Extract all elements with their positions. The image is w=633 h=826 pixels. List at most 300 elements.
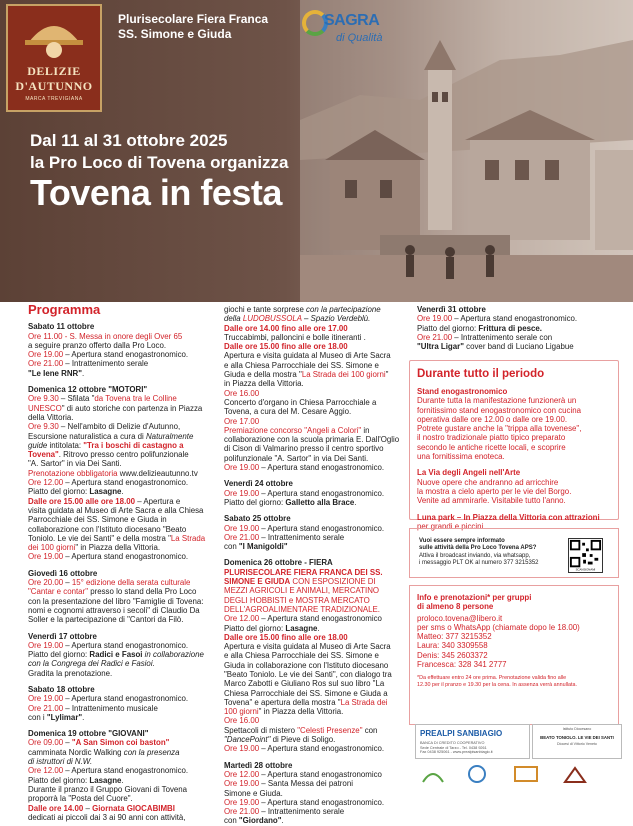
program-text: Durante il pranzo il Gruppo Giovani di Tovena (28, 784, 188, 794)
program-text: La Strada dei 100 giorni (301, 370, 386, 380)
program-text: con (224, 816, 239, 826)
program-text: Ore 12.00 (28, 766, 64, 776)
program-line (28, 578, 213, 587)
broadcast-line: Attiva il broadcast inviando, via whatsapp, (419, 552, 531, 559)
program-text: PLURISECOLARE FIERA FRANCA DEI SS. (224, 567, 383, 577)
logo-line2: D'AUTUNNO (15, 79, 93, 93)
info-note: 12.30 per il pranzo e 19.30 per la cena. In assenza verrà annullata. (417, 681, 578, 688)
program-text: Toniolo. Le vie dei Santi" e della mostra " (28, 533, 171, 543)
program-line (224, 651, 409, 660)
program-text: Lasagne (285, 623, 318, 633)
program-text: Dalle ore 15.00 fino alle ore 18.00 (224, 632, 348, 642)
program-text: . (82, 712, 85, 722)
program-text: – Apertura stand enogastronomico. (63, 478, 189, 488)
program-text: – Apertura stand enogastronomico. (63, 694, 189, 704)
program-line (224, 689, 409, 698)
program-text: La Strada dei (340, 697, 388, 707)
program-text: della (224, 314, 243, 324)
program-text: Piatto del giorno: (28, 487, 90, 497)
round-logo-icon (469, 766, 485, 782)
program-text: Tovena, a cura del M. Cesare Aggio. (224, 407, 352, 417)
day-heading: Giovedì 16 ottobre (28, 568, 98, 578)
program-text: Prenotazione obbligatoria (28, 468, 118, 478)
program-text: – Spazio Verdeblù. (301, 314, 371, 324)
day-heading: Venerdì 17 ottobre (28, 631, 97, 641)
program-line (224, 568, 409, 577)
program-text: . (81, 368, 85, 378)
program-line (224, 542, 409, 551)
program-line (28, 738, 213, 747)
program-line (28, 669, 213, 678)
organizer-line: la Pro Loco di Tovena organizza (30, 153, 289, 172)
program-line (224, 407, 409, 416)
program-text: cover band di Luciano Ligabue (463, 342, 574, 352)
program-text: – Apertura stand enogastronomico (259, 614, 382, 624)
period-text: Potrete gustare anche la "trippa alla tovenese", (417, 424, 582, 434)
program-text: DELL'AGROALIMENTARE TRADIZIONALE. (224, 604, 380, 614)
program-text: Truccabimbi, palloncini e bolle itineranti . (224, 332, 366, 342)
program-text: . (121, 775, 124, 785)
hat-mascot-icon (19, 12, 89, 60)
program-text: collaborazione con l'Istituto diocesano "Beato (28, 524, 187, 534)
program-line (224, 435, 409, 444)
program-text: Ore 19.00 (224, 523, 260, 533)
period-text: secondo le antiche ricette locali, e scoprire (417, 442, 566, 452)
broadcast-line: i messaggio PLT OK al numero 377 3215352 (419, 560, 539, 567)
program-text: Ore 19.00 (28, 552, 64, 562)
fair-title-line1: Plurisecolare Fiera Franca (118, 12, 269, 26)
program-text: – (63, 578, 72, 588)
program-text: collaborazione con la scuola primaria E. Dall'Oglio (224, 435, 400, 445)
program-text: – Apertura stand enogastronomico. (259, 463, 385, 473)
program-line (224, 726, 409, 735)
program-text: con i (28, 712, 47, 722)
program-text: in Piazza della Vittoria. (224, 379, 304, 389)
program-text: Ore 19.00 (417, 314, 453, 324)
program-line (224, 324, 409, 333)
day-heading: Domenica 12 ottobre "MOTORI" (28, 385, 148, 395)
program-text: a seguire pranzo offerto dalla Pro Loco. (28, 340, 167, 350)
program-text: Ore 20.00 (28, 578, 64, 588)
program-text: Piatto del giorno: (28, 775, 90, 785)
program-text: Ore 19.00 (224, 744, 260, 754)
program-text: Ore 19.00 (28, 694, 64, 704)
program-column-1 (28, 302, 213, 822)
day-heading: Venerdì 24 ottobre (224, 479, 293, 489)
program-text: Giuda in collaborazione con l'Istituto diocesano (224, 660, 389, 670)
program-text: Giornata GIOCABIMBI (92, 803, 175, 813)
period-text: operativa dalle ore 12.00 o dalle ore 19.00. (417, 414, 568, 424)
program-line (28, 704, 213, 713)
program-line (28, 350, 213, 359)
program-text: Ore 21.00 (224, 532, 260, 542)
program-text: Ore 19.00 (28, 350, 64, 360)
period-text: Venite ad ammirarle. Visitabile tutto l'anno. (417, 496, 566, 506)
sagra-subtitle: di Qualità (336, 32, 383, 44)
program-text: Ore 19.00 (224, 797, 260, 807)
program-line (224, 586, 409, 595)
program-text: Spettacoli di mistero (224, 725, 298, 735)
program-line (28, 606, 213, 615)
program-line (417, 324, 607, 333)
program-text: Dalle ore 14.00 (28, 803, 84, 813)
program-text: di istruttori di N.W. (28, 757, 93, 767)
program-line (28, 487, 213, 496)
program-text: Lasagne (89, 487, 122, 497)
day-heading: Sabato 25 ottobre (224, 514, 291, 524)
program-line (28, 804, 213, 813)
program-line (224, 670, 409, 679)
period-text: il nostro tradizionale piatto tipico preparato (417, 433, 566, 443)
program-line (224, 798, 409, 807)
program-text: con la Congrega dei Radici e Fasioi. (28, 659, 155, 669)
sponsor-prealpi-name: PREALPI SANBIAGIO (420, 729, 503, 738)
program-line (224, 524, 409, 533)
qr-code-icon[interactable] (568, 538, 603, 573)
program-line (28, 432, 213, 441)
program-text: "Celesti Presenze" (297, 725, 363, 735)
sponsor-toniolo-top: Istituto Diocesano (562, 727, 592, 731)
partner-logos (415, 762, 620, 788)
program-line (28, 441, 213, 450)
broadcast-line: sulle attività della Pro Loco Tovena APS? (419, 545, 537, 552)
program-line (28, 813, 213, 822)
program-text: visita guidata al Museo di Arte Sacra e alla Chiesa (28, 505, 204, 515)
info-line[interactable]: Denis: 345 2603372 (417, 650, 488, 660)
program-text: La Strada (170, 533, 206, 543)
program-line (28, 497, 213, 506)
program-line (28, 422, 213, 431)
info-line[interactable]: proloco.tovena@libero.it (417, 613, 503, 623)
program-line (224, 444, 409, 453)
program-line (224, 614, 409, 623)
program-line (28, 694, 213, 703)
program-line (28, 552, 213, 561)
program-text: – Apertura stand enogastronomico (259, 769, 382, 779)
program-text: camminata Nordic Walking (28, 747, 124, 757)
program-text: UNESCO (28, 403, 62, 413)
program-text: – Santa Messa dei patroni (259, 779, 353, 789)
program-text: dedicati ai piccoli dai 3 ai 90 anni con attività, (28, 812, 186, 822)
logo-line1: DELIZIE (27, 64, 81, 78)
program-text: Ore 09.00 (28, 738, 64, 748)
program-text: con (362, 725, 378, 735)
program-line (28, 766, 213, 775)
program-text: . (281, 816, 284, 826)
program-line (224, 770, 409, 779)
program-line (224, 417, 409, 426)
day-heading: Sabato 18 ottobre (28, 684, 95, 694)
period-subheading: Stand enogastronomico (417, 387, 508, 396)
program-text: Concerto d'organo in Chiesa Parrocchiale a (224, 397, 377, 407)
program-line (224, 789, 409, 798)
program-text: Parrocchiale dei SS. Simone e Giuda in (28, 515, 167, 525)
program-text: Premiazione concorso "Angeli a Colori" (224, 425, 362, 435)
program-line (224, 744, 409, 753)
program-text: – Apertura stand enogastronomico. (259, 488, 385, 498)
program-text: Dalle ore 14.00 fino alle ore 17.00 (224, 323, 348, 333)
program-text: – Apertura stand enogastronomico. (259, 797, 385, 807)
program-line (224, 735, 409, 744)
program-text: dei 100 giorni (28, 543, 76, 553)
info-line[interactable]: Francesca: 328 341 2777 (417, 660, 507, 670)
program-text: – Apertura stand enogastronomico. (63, 350, 189, 360)
program-line (417, 333, 607, 342)
program-line (224, 342, 409, 351)
info-line[interactable]: Laura: 340 3309558 (417, 641, 488, 651)
program-text: Dalle ore 15.00 alle ore 18.00 (28, 496, 136, 506)
sponsor-toniolo-name: BEATO TONIOLO. LE VIE DEI SANTI (540, 735, 614, 740)
program-text: polifunzionale "A. Sartor" in via Dei Santi. (224, 453, 369, 463)
program-line (28, 659, 213, 668)
program-line (224, 807, 409, 816)
program-text: . Ritrovo presso centro polifunzionale (58, 450, 189, 460)
program-text: DEGLI HOBBISTI e MOSTRA MERCATO (224, 595, 370, 605)
period-subheading: Luna park – In Piazza della Vittoria con attrazioni (417, 512, 600, 522)
program-text: "A San Simon coi baston" (71, 738, 170, 748)
program-text: SIMONE E GIUDA (224, 577, 291, 587)
program-text: – Apertura stand enogastronomico. (452, 314, 578, 324)
program-text: Ore 16.00 (224, 716, 260, 726)
program-text: Ore 9.30 (28, 422, 59, 432)
sponsor-prealpi (415, 724, 530, 759)
program-text: " di auto storiche con partenza in Piazza (61, 403, 203, 413)
delizie-autunno-logo (6, 4, 102, 112)
program-text: – Nell'ambito di Delizie d'Autunno, (58, 422, 181, 432)
program-text: LUDOBUSSOLA (242, 314, 302, 324)
sagra-word: SAGRA (324, 12, 380, 29)
program-line (28, 359, 213, 368)
program-line (28, 776, 213, 785)
program-text: con la partecipazione (306, 305, 381, 314)
program-text: Gradita la prenotazione. (28, 668, 113, 678)
program-text: Dalle ore 15.00 fino alle ore 18.00 (224, 342, 348, 352)
program-line (417, 314, 607, 323)
program-text: Frittura di pesce. (478, 323, 543, 333)
program-line (224, 679, 409, 688)
info-line: Info e prenotazioni* per gruppi (417, 593, 532, 602)
logo-line3: MARCA TREVIGIANA (25, 96, 83, 102)
program-line (224, 305, 409, 314)
period-text: fornitissimo stand enogastronomico con cucina (417, 405, 582, 415)
info-line[interactable]: Matteo: 377 3215352 (417, 632, 492, 642)
program-text: "Giordano" (238, 816, 282, 826)
day-heading: Domenica 26 ottobre - FIERA (224, 558, 333, 568)
program-line (224, 351, 409, 360)
program-line (224, 779, 409, 788)
program-line (224, 661, 409, 670)
period-text: la mostra a cielo aperto per le vie del Borgo. (417, 486, 572, 496)
program-text: " in Piazza della Vittoria. (75, 543, 161, 553)
program-text: Tovena" e apertura della mostra " (224, 697, 341, 707)
day-heading: Domenica 19 ottobre "GIOVANI" (28, 729, 149, 739)
program-line (224, 533, 409, 542)
program-line (28, 615, 213, 624)
info-line: di almeno 8 persone (417, 602, 494, 612)
program-text: intitolata: (47, 440, 84, 450)
program-line (28, 369, 213, 378)
program-line (28, 478, 213, 487)
program-line (224, 426, 409, 435)
program-text: presso lo stand della Pro Loco (88, 587, 197, 597)
program-line (224, 642, 409, 651)
program-text: MEZZI AGRICOLI E ANIMALI, MERCATINO (224, 586, 380, 596)
program-line (224, 698, 409, 707)
program-line (28, 587, 213, 596)
period-title: Durante tutto il periodo (417, 368, 545, 380)
program-text: – Apertura e (135, 496, 181, 506)
program-text: Ore 21.00 (224, 807, 260, 817)
program-line (224, 463, 409, 472)
program-text: Ore 17.00 (224, 416, 260, 426)
sponsor-toniolo (532, 724, 622, 759)
program-text: Ore 19.00 (224, 463, 260, 473)
sponsor-toniolo-sub: Diocesi di Vittorio Veneto (557, 742, 597, 746)
program-text: – Intrattenimento musicale (63, 703, 158, 713)
fair-title (118, 12, 268, 42)
program-line (224, 577, 409, 586)
program-text: Radici e Fasoi (89, 650, 143, 660)
program-line (224, 489, 409, 498)
period-text: per grandi e piccini (417, 521, 484, 531)
page-title: Tovena in festa (30, 172, 282, 213)
program-text: "Ultra Ligar" (417, 342, 464, 352)
program-line (224, 596, 409, 605)
program-text: Ore 11.00 (28, 331, 63, 341)
program-text: con (224, 542, 239, 552)
program-line (224, 361, 409, 370)
program-text: Piatto del giorno: (28, 650, 90, 660)
program-text: Apertura e visita guidata al Museo di Arte Sacra (224, 642, 391, 652)
program-text: – Intrattenimento serale (259, 807, 345, 817)
program-line (28, 748, 213, 757)
period-text: Durante tutta la manifestazione funzionerà un (417, 396, 577, 406)
program-line (417, 342, 607, 351)
program-text: " in Piazza della Vittoria. (258, 707, 344, 717)
program-text: Soller e la partecipazione di "Cantori da Filò. (28, 615, 184, 625)
hills-logo-icon (423, 774, 443, 782)
program-text: Lasagne (89, 775, 122, 785)
program-text: 100 giorni (224, 707, 259, 717)
program-line (28, 341, 213, 350)
program-text: CON ESPOSIZIONE DI (290, 577, 376, 587)
program-text: – Intrattenimento serale (63, 359, 149, 369)
program-text: Ore 19.00 (224, 488, 260, 498)
program-text: "A. Sartor" in via Dei Santi. (28, 459, 122, 469)
qr-label: SCANSIONAMI (575, 567, 596, 572)
program-line (28, 757, 213, 766)
program-text: – Intrattenimento serale (259, 532, 345, 542)
program-text: Galletto alla Brace (285, 497, 355, 507)
program-line (28, 469, 213, 478)
program-line (28, 525, 213, 534)
program-line (28, 394, 213, 403)
program-text: di Pieve di Soligo. (270, 735, 336, 745)
program-line (28, 641, 213, 650)
program-line (28, 413, 213, 422)
program-column-3 (417, 305, 607, 351)
program-text: da Tovena tra le Colline (94, 394, 177, 404)
program-text: – (63, 738, 72, 748)
program-text: Escursione naturalistica a cura di (28, 431, 146, 441)
program-text: con la presenza (123, 747, 180, 757)
program-line (224, 398, 409, 407)
program-line (224, 498, 409, 507)
square-logo-icon (515, 767, 537, 781)
program-text: Marco Zabotti e Giuliano Ros sul suo libro "La (224, 679, 385, 689)
program-line (28, 794, 213, 803)
program-line (224, 816, 409, 825)
program-line (224, 633, 409, 642)
program-text: Giuda e della mostra " (224, 370, 302, 380)
program-text: Naturalmente (145, 431, 194, 441)
period-content (417, 387, 600, 531)
program-text: – Apertura stand enogastronomico. (63, 640, 189, 650)
triangle-logo-icon (565, 768, 585, 782)
broadcast-line: Vuoi essere sempre informato (419, 538, 505, 544)
program-text: Ore 19.00 (28, 640, 64, 650)
day-heading: Martedì 28 ottobre (224, 760, 293, 770)
program-line (28, 450, 213, 459)
program-text: proporrà la "Posta del Cuore". (28, 794, 133, 804)
program-text: Piatto del giorno: (417, 323, 479, 333)
program-line (28, 515, 213, 524)
program-text: Ore 21.00 (417, 332, 453, 342)
program-text: "Cantar e contar" (28, 587, 88, 597)
program-line (28, 543, 213, 552)
program-text: Ore 9.30 (28, 394, 59, 404)
fair-title-line2: SS. Simone e Giuda (118, 27, 232, 41)
program-line (224, 624, 409, 633)
program-text: – Intrattenimento serale con (452, 332, 553, 342)
program-text: - S. Messa in onore degli Over 65 (62, 331, 183, 341)
program-text: – Apertura stand enogastronomico. (63, 552, 189, 562)
program-text: in collaborazione (142, 650, 204, 660)
period-text: una fornitissima enoteca. (417, 452, 505, 462)
program-text: – (83, 803, 93, 813)
program-text: con la presentazione del libro "Famiglie di Tovena: (28, 596, 204, 606)
program-text: Ore 21.00 (28, 359, 64, 369)
program-text: www.delizieautunno.tv (117, 468, 198, 478)
program-text: Ore 12.00 (224, 769, 260, 779)
info-note: *Da effettuare entro 24 ore prima. Prenotazione valida fino alle (417, 675, 567, 682)
program-text: nomi e cognomi attraverso i secoli" di Claudio Da (28, 605, 200, 615)
sponsor-prealpi-sub3: Fax 0438 925061 - www.prealpisanbiagio.it (420, 750, 493, 755)
program-text: . (317, 623, 320, 633)
program-text: Piatto del giorno: (224, 623, 286, 633)
program-text: guide (28, 440, 48, 450)
program-line (28, 713, 213, 722)
day-heading: Venerdì 31 ottobre (417, 305, 486, 314)
program-text: – Apertura stand enogastronomico. (259, 744, 385, 754)
program-text: Ore 16.00 (224, 388, 260, 398)
program-text: e alla Chiesa Parrocchiale dei SS. Simone e (224, 360, 379, 370)
program-line (224, 454, 409, 463)
program-text: . (121, 487, 124, 497)
program-text: Ore 21.00 (28, 703, 64, 713)
program-line (28, 332, 213, 341)
program-text: "Beato Toniolo. Le vie dei Santi", con dialogo tra (224, 669, 392, 679)
program-line (28, 506, 213, 515)
info-line[interactable]: per sms o WhatsApp (chiamate dopo le 18.00) (417, 622, 580, 632)
program-text: – Apertura stand enogastronomico. (259, 523, 385, 533)
period-text: Nuove opere che andranno ad arricchire (417, 477, 559, 487)
program-text: "I Manigoldi" (238, 542, 288, 552)
program-text: "Tra i boschi di castagno a (83, 440, 184, 450)
program-text: di Cison di Valmarino presso il centro sportivo (224, 444, 384, 454)
program-text: 15° edizione della serata culturale (71, 578, 191, 588)
program-line (224, 379, 409, 388)
